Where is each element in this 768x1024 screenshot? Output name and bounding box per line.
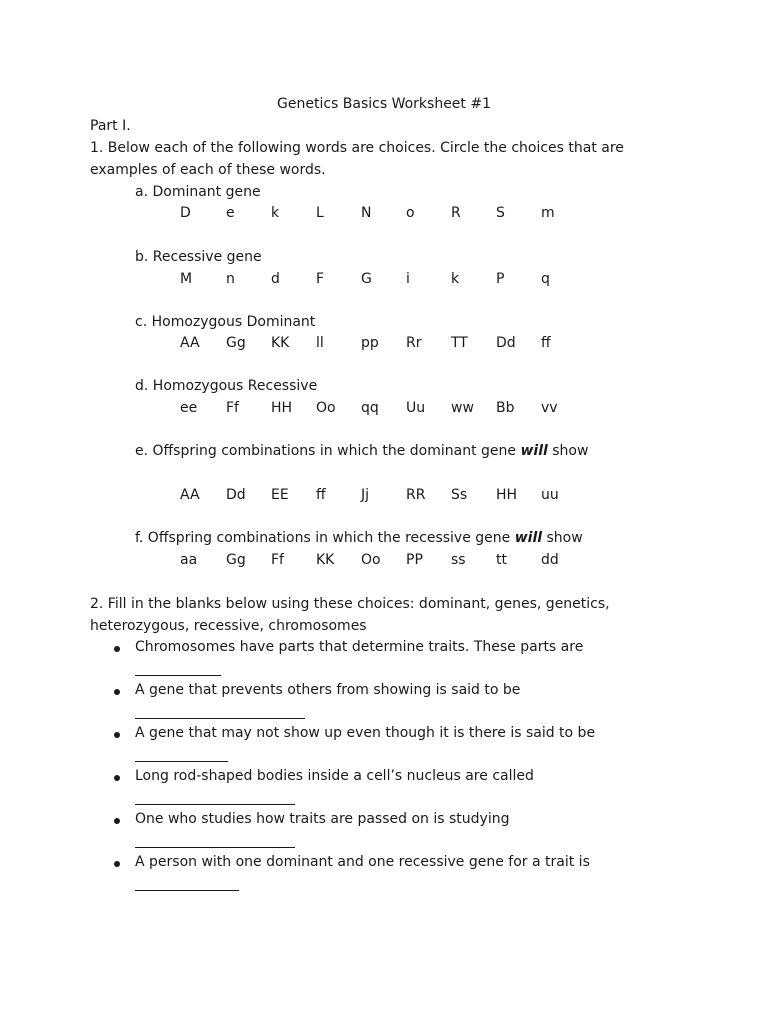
choice[interactable]: q [541, 271, 550, 287]
item-f-label-text: f. Offspring combinations in which the recessive gene [135, 530, 515, 546]
choice[interactable]: G [361, 271, 372, 287]
choice[interactable]: AA [180, 335, 200, 351]
item-a-choices [0, 205, 768, 225]
question-1-instructions-line-2: examples of each of these words. [90, 162, 326, 178]
bullet-item-text: A person with one dominant and one recessive gene for a trait is [135, 854, 590, 870]
item-e-label [135, 443, 588, 459]
question-2-instructions-line-1: 2. Fill in the blanks below using these choices: dominant, genes, genetics, [90, 596, 610, 612]
item-e-choices [0, 487, 768, 507]
choice[interactable]: dd [541, 552, 559, 568]
choice[interactable]: ss [451, 552, 466, 568]
choice[interactable]: e [226, 205, 235, 221]
choice[interactable]: KK [271, 335, 290, 351]
worksheet-title: Genetics Basics Worksheet #1 [277, 96, 491, 112]
bullet-item-text: Long rod-shaped bodies inside a cell’s nucleus are called [135, 768, 534, 784]
choice[interactable]: m [541, 205, 555, 221]
bullet-icon [114, 775, 120, 781]
choice[interactable]: N [361, 205, 372, 221]
item-f-choices [0, 552, 768, 572]
choice[interactable]: d [271, 271, 280, 287]
choice[interactable]: Ff [226, 400, 239, 416]
choice[interactable]: ff [316, 487, 326, 503]
answer-blank[interactable] [135, 718, 305, 719]
question-1-instructions-line-1: 1. Below each of the following words are choices. Circle the choices that are [90, 140, 624, 156]
question-2-instructions-line-2: heterozygous, recessive, chromosomes [90, 618, 367, 634]
choice[interactable]: n [226, 271, 235, 287]
item-f-emphasis: will [514, 530, 543, 546]
choice[interactable]: HH [496, 487, 518, 503]
bullet-icon [114, 646, 120, 652]
item-f-label [135, 530, 583, 546]
choice[interactable]: qq [361, 400, 379, 416]
choice[interactable]: ll [316, 335, 324, 351]
item-f-label-tail: show [542, 530, 583, 546]
choice[interactable]: vv [541, 400, 558, 416]
bullet-icon [114, 732, 120, 738]
choice[interactable]: L [316, 205, 324, 221]
choice[interactable]: PP [406, 552, 423, 568]
item-d-choices [0, 400, 768, 420]
choice[interactable]: ff [541, 335, 551, 351]
bullet-item-text: A gene that may not show up even though it is there is said to be [135, 725, 596, 741]
choice[interactable]: P [496, 271, 505, 287]
bullet-item-text: A gene that prevents others from showing is said to be [135, 682, 521, 698]
answer-blank[interactable] [135, 890, 239, 891]
choice[interactable]: M [180, 271, 193, 287]
item-e-label-text: e. Offspring combinations in which the dominant gene [135, 443, 521, 459]
choice[interactable]: aa [180, 552, 198, 568]
answer-blank[interactable] [135, 847, 295, 848]
choice[interactable]: Rr [406, 335, 422, 351]
choice[interactable]: KK [316, 552, 335, 568]
answer-blank[interactable] [135, 804, 295, 805]
choice[interactable]: Ss [451, 487, 468, 503]
choice[interactable]: ww [451, 400, 474, 416]
item-a-label: a. Dominant gene [135, 184, 261, 200]
choice[interactable]: F [316, 271, 325, 287]
item-e-emphasis: will [520, 443, 548, 459]
choice[interactable]: k [451, 271, 460, 287]
choice[interactable]: RR [406, 487, 426, 503]
choice[interactable]: Jj [361, 487, 370, 503]
bullet-icon [114, 818, 120, 824]
choice[interactable]: i [406, 271, 410, 287]
choice[interactable]: EE [271, 487, 289, 503]
answer-blank[interactable] [135, 675, 221, 676]
choice[interactable]: uu [541, 487, 559, 503]
bullet-item-text: Chromosomes have parts that determine traits. These parts are [135, 639, 584, 655]
choice[interactable]: Ff [271, 552, 284, 568]
item-b-label: b. Recessive gene [135, 249, 262, 265]
choice[interactable]: Gg [226, 552, 246, 568]
choice[interactable]: Uu [406, 400, 426, 416]
part-heading: Part I. [90, 118, 131, 134]
choice[interactable]: TT [451, 335, 468, 351]
choice[interactable]: k [271, 205, 280, 221]
choice[interactable]: S [496, 205, 505, 221]
choice[interactable]: AA [180, 487, 200, 503]
choice[interactable]: tt [496, 552, 507, 568]
item-c-choices [0, 335, 768, 355]
choice[interactable]: Dd [496, 335, 516, 351]
item-e-label-tail: show [547, 443, 589, 459]
bullet-icon [114, 689, 120, 695]
choice[interactable]: R [451, 205, 461, 221]
choice[interactable]: Oo [316, 400, 336, 416]
choice[interactable]: Dd [226, 487, 246, 503]
choice[interactable]: Gg [226, 335, 246, 351]
choice[interactable]: HH [271, 400, 293, 416]
bullet-item-text: One who studies how traits are passed on is studying [135, 811, 510, 827]
choice[interactable]: D [180, 205, 191, 221]
choice[interactable]: Bb [496, 400, 515, 416]
choice[interactable]: pp [361, 335, 379, 351]
choice[interactable]: ee [180, 400, 198, 416]
bullet-icon [114, 861, 120, 867]
choice[interactable]: Oo [361, 552, 381, 568]
item-c-label: c. Homozygous Dominant [135, 314, 316, 330]
item-b-choices [0, 271, 768, 291]
answer-blank[interactable] [135, 761, 228, 762]
choice[interactable]: o [406, 205, 415, 221]
item-d-label: d. Homozygous Recessive [135, 378, 318, 394]
